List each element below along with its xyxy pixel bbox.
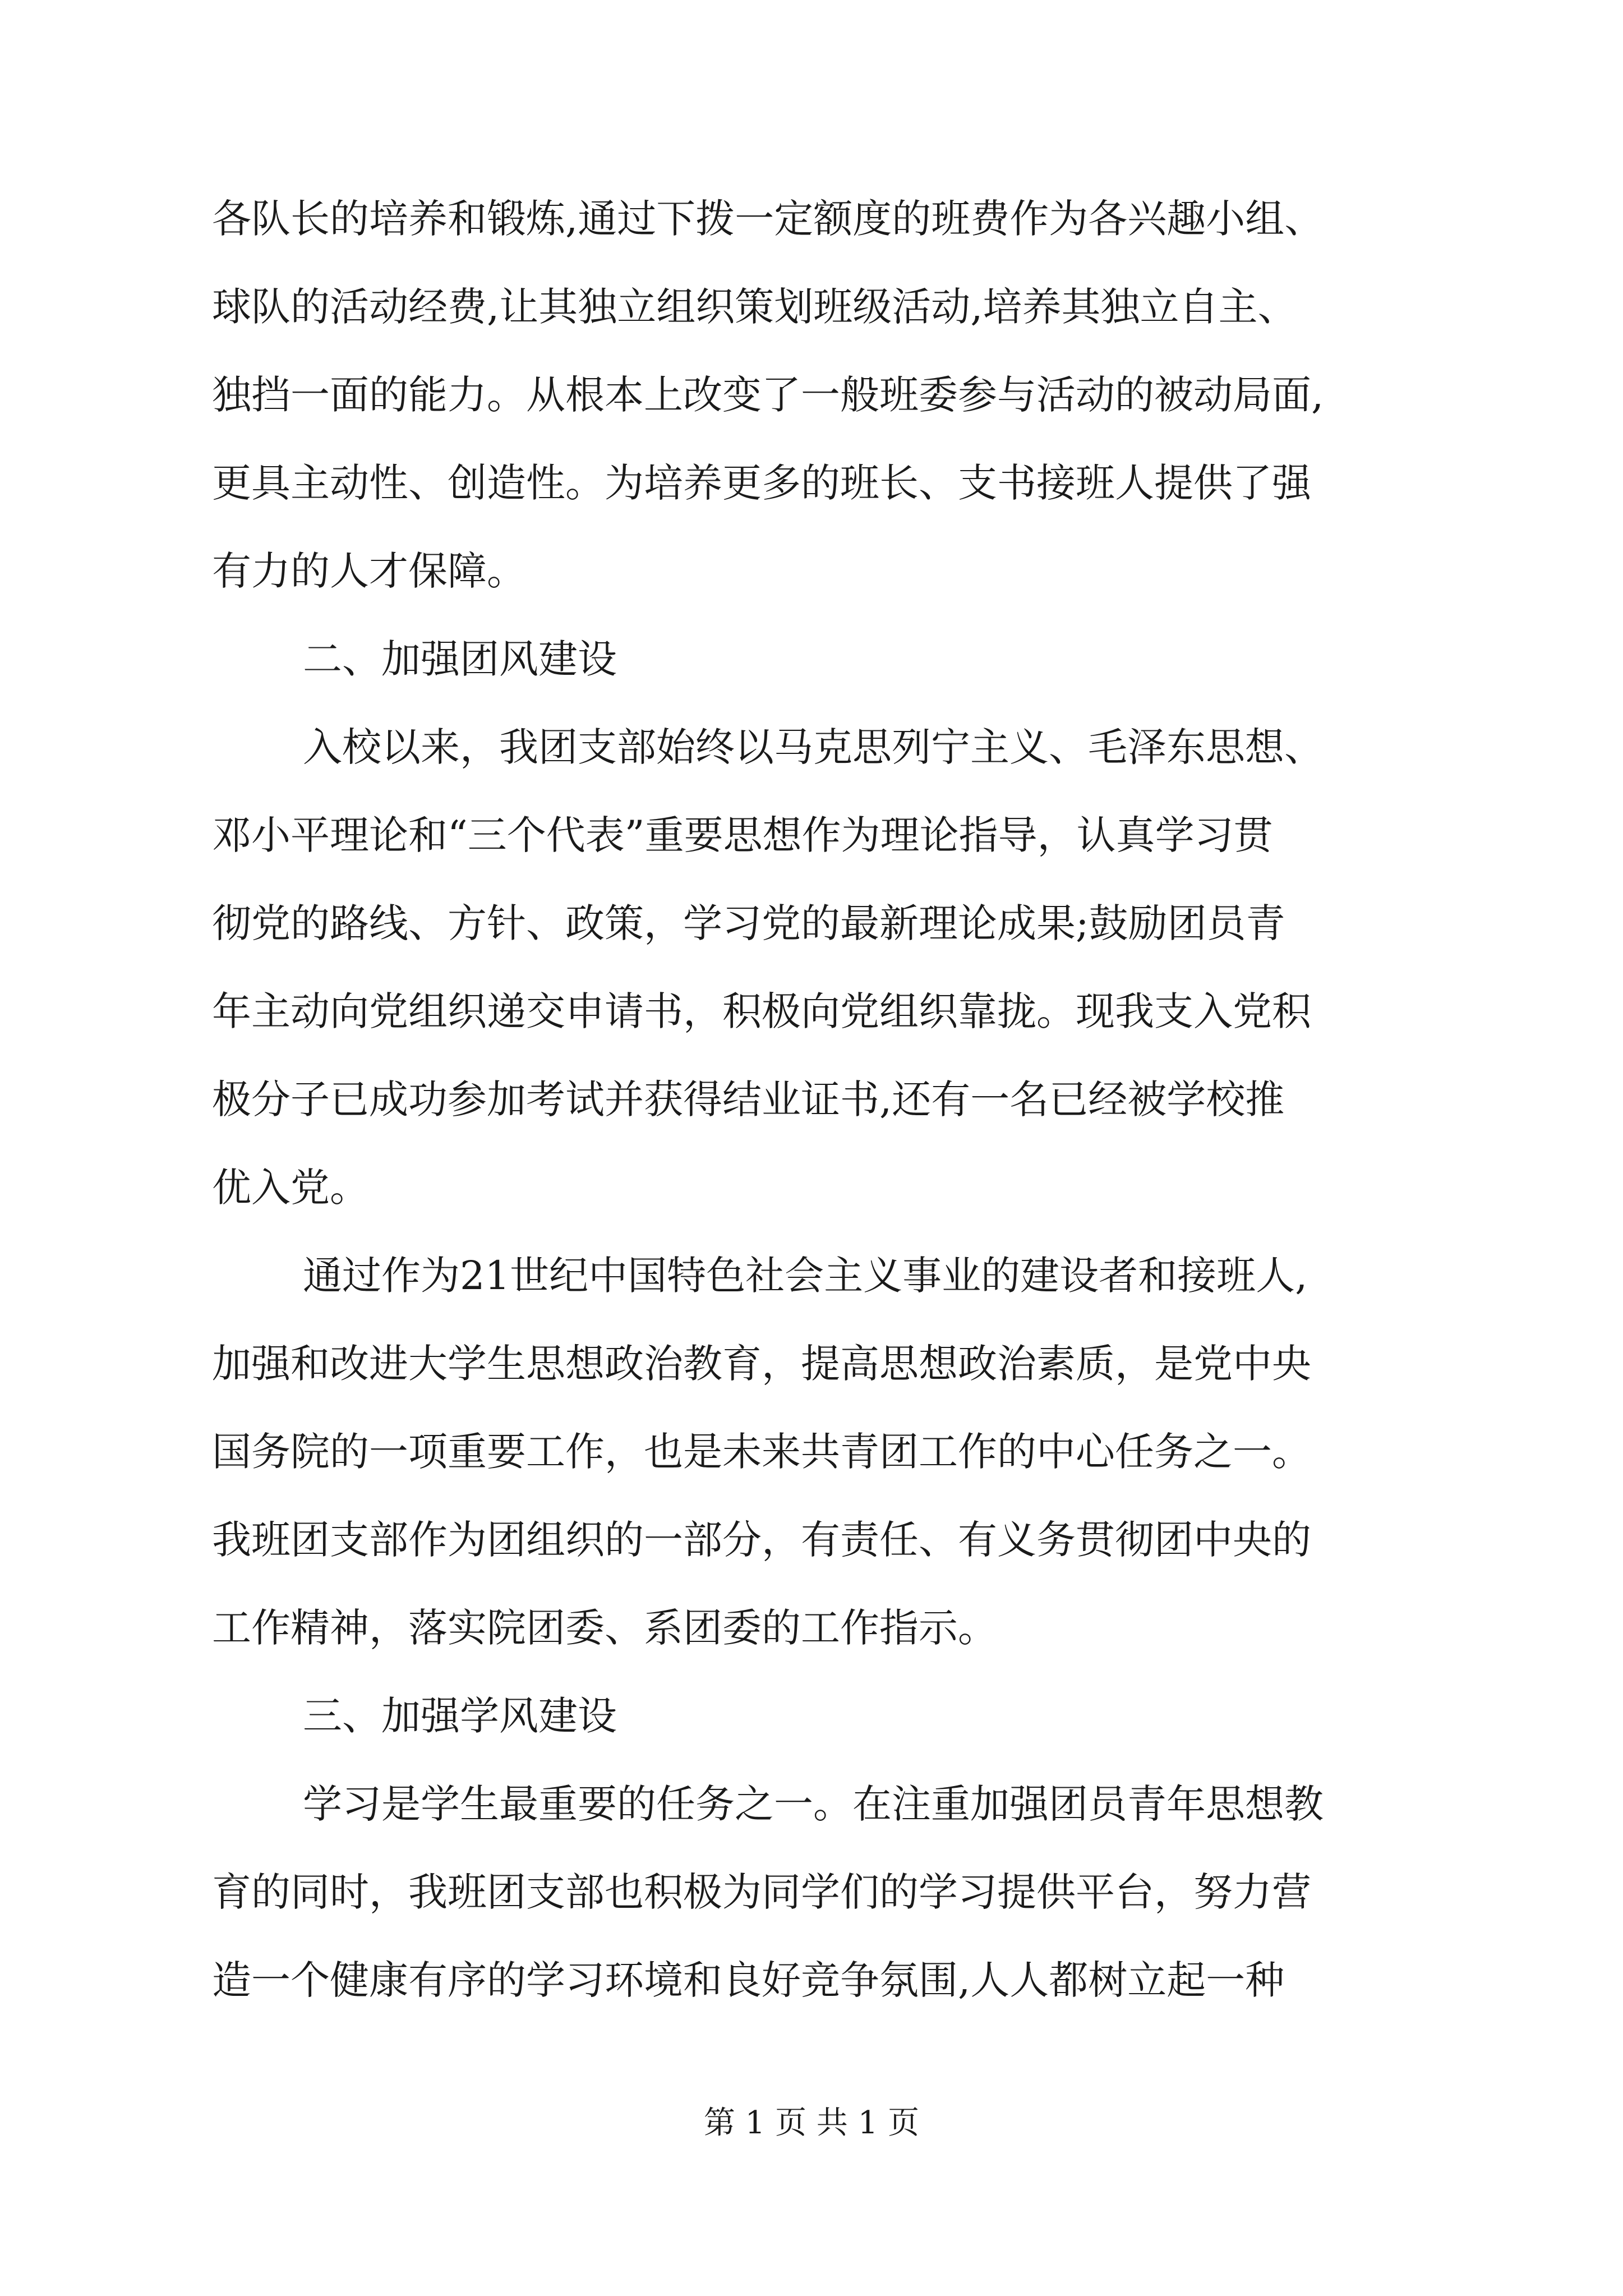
text-line: 优入党。: [212, 1165, 369, 1211]
text-line: 学习是学生最重要的任务之一。在注重加强团员青年思想教: [303, 1781, 1324, 1827]
text-line: 年主动向党组织递交申请书，积极向党组织靠拢。现我支入党积: [212, 988, 1311, 1034]
text-line: 球队的活动经费,让其独立组织策划班级活动,培养其独立自主、: [212, 284, 1297, 330]
text-line: 更具主动性、创造性。为培养更多的班长、支书接班人提供了强: [212, 460, 1311, 506]
page-number-footer: 第 1 页 共 1 页: [703, 2105, 920, 2141]
text-line: 工作精神，落实院团委、系团委的工作指示。: [212, 1605, 997, 1651]
text-line: 造一个健康有序的学习环境和良好竞争氛围,人人都树立起一种: [212, 1957, 1285, 2003]
text-line: 极分子已成功参加考试并获得结业证书,还有一名已经被学校推: [212, 1076, 1285, 1122]
section-heading: 二、加强团风建设: [303, 636, 617, 682]
text-line: 我班团支部作为团组织的一部分，有责任、有义务贯彻团中央的: [212, 1517, 1311, 1563]
text-line: 独挡一面的能力。从根本上改变了一般班委参与活动的被动局面,: [212, 372, 1324, 418]
text-line: 邓小平理论和“三个代表”重要思想作为理论指导，认真学习贯: [212, 812, 1273, 858]
text-line: 有力的人才保障。: [212, 548, 526, 594]
text-line: 国务院的一项重要工作，也是未来共青团工作的中心任务之一。: [212, 1429, 1311, 1475]
text-line: 通过作为21世纪中国特色社会主义事业的建设者和接班人,: [303, 1253, 1308, 1299]
text-line: 彻党的路线、方针、政策，学习党的最新理论成果;鼓励团员青: [212, 900, 1285, 946]
text-line: 加强和改进大学生思想政治教育，提高思想政治素质，是党中央: [212, 1341, 1311, 1387]
text-line: 各队长的培养和锻炼,通过下拨一定额度的班费作为各兴趣小组、: [212, 196, 1324, 242]
section-heading: 三、加强学风建设: [303, 1693, 617, 1739]
text-line: 入校以来，我团支部始终以马克思列宁主义、毛泽东思想、: [303, 724, 1324, 770]
text-line: 育的同时，我班团支部也积极为同学们的学习提供平台，努力营: [212, 1869, 1311, 1915]
